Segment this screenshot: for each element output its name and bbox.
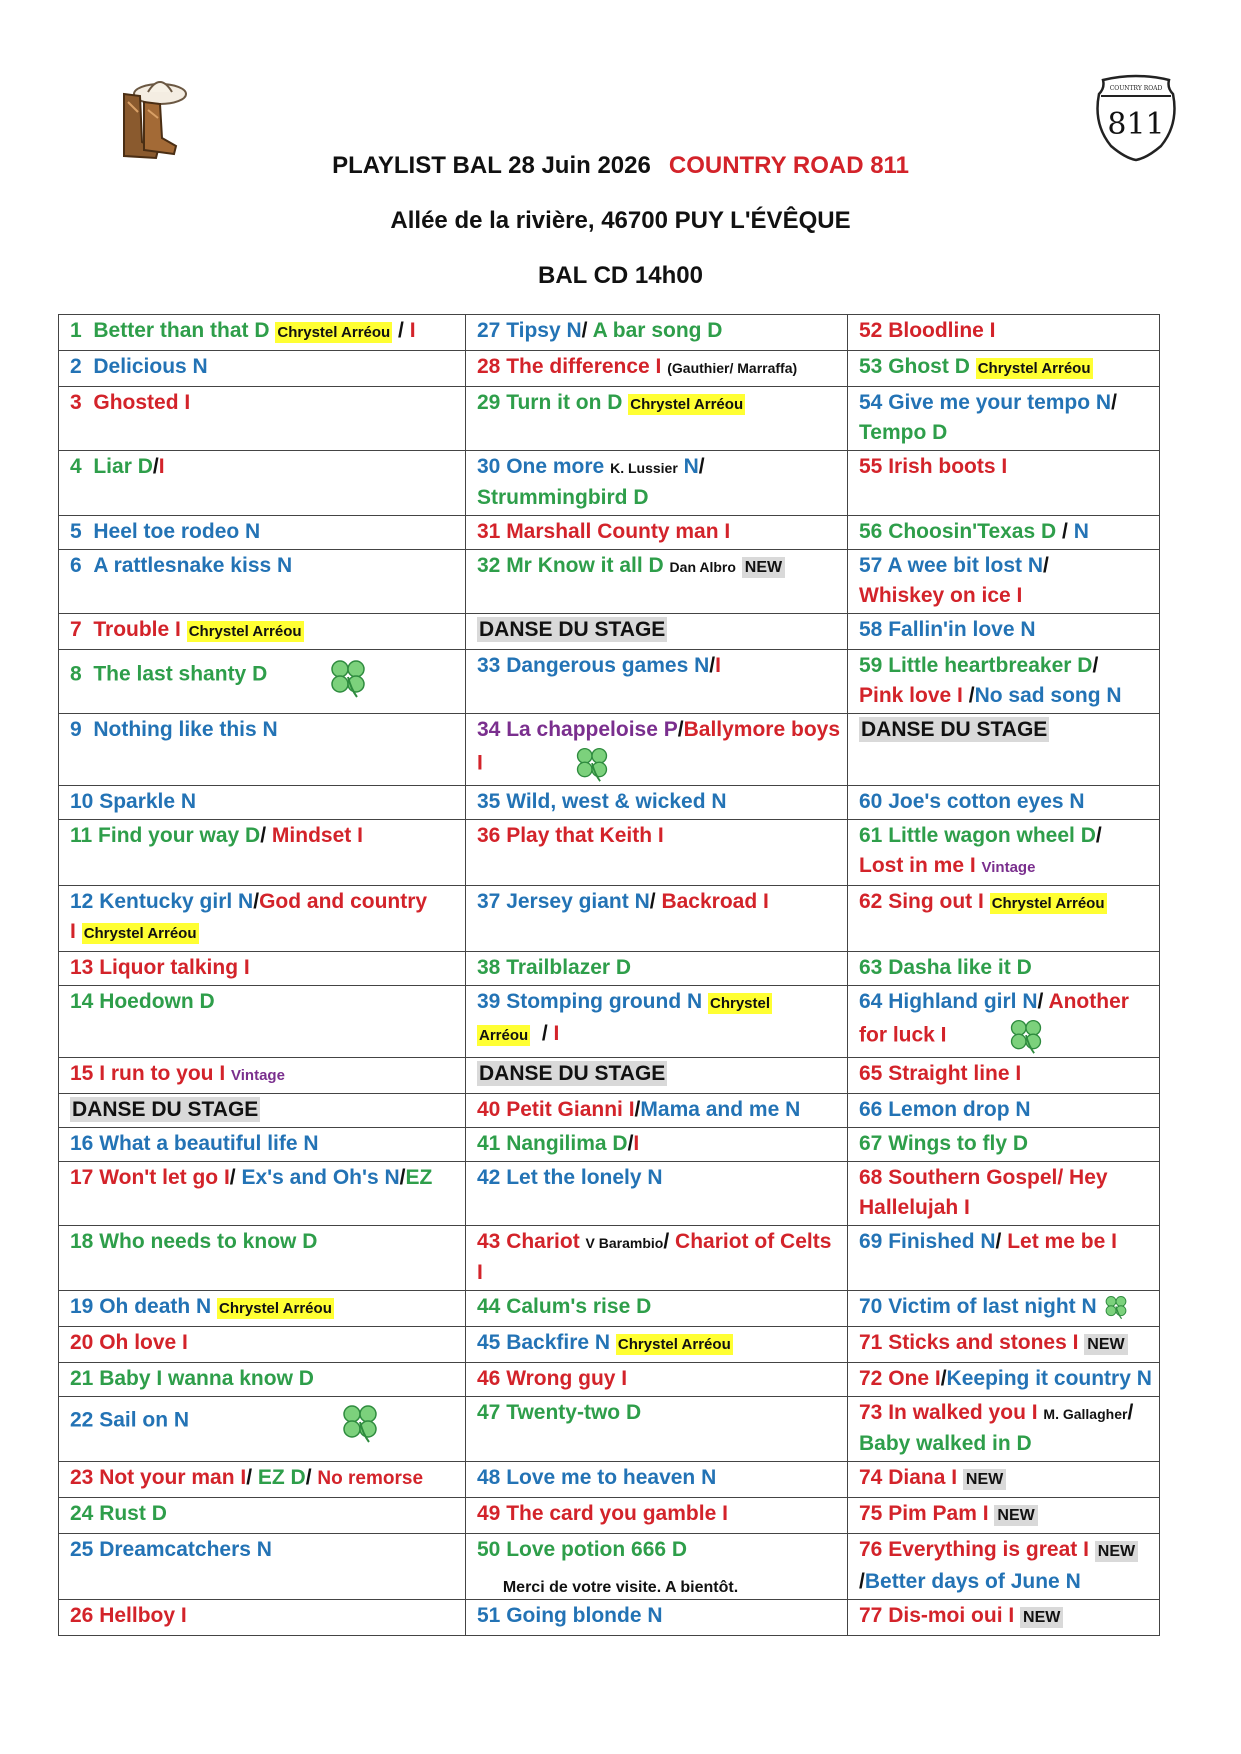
song-cell: 69 Finished N/ Let me be I (848, 1226, 1160, 1291)
song-cell: 2 Delicious N (59, 351, 466, 387)
song-cell: 39 Stomping ground N Chrystel Arréou / I (466, 986, 848, 1058)
song-cell: 62 Sing out I Chrystel Arréou (848, 886, 1160, 952)
song-cell: 12 Kentucky girl N/God and country I Chrystel Arréou (59, 886, 466, 952)
shield-top-text: COUNTRY ROAD (1109, 85, 1163, 92)
song-cell: 1 Better than that D Chrystel Arréou / I (59, 315, 466, 351)
song-cell: 24 Rust D (59, 1498, 466, 1534)
song-cell: 16 What a beautiful life N (59, 1128, 466, 1162)
song-cell: 53 Ghost D Chrystel Arréou (848, 351, 1160, 387)
song-cell: 23 Not your man I/ EZ D/ No remorse (59, 1462, 466, 1498)
song-cell: 6 A rattlesnake kiss N (59, 550, 466, 614)
song-cell: 49 The card you gamble I (466, 1498, 848, 1534)
song-cell: 35 Wild, west & wicked N (466, 786, 848, 820)
choreographer-badge: Chrystel Arréou (991, 895, 1105, 912)
song-cell: 3 Ghosted I (59, 387, 466, 451)
song-cell: 71 Sticks and stones I NEW (848, 1327, 1160, 1363)
new-badge: NEW (1084, 1334, 1127, 1355)
song-cell: 27 Tipsy N/ A bar song D (466, 315, 848, 351)
choreographer-badge: Chrystel Arréou (219, 1300, 332, 1317)
song-cell: 37 Jersey giant N/ Backroad I (466, 886, 848, 952)
song-cell: 19 Oh death N Chrystel Arréou (59, 1291, 466, 1327)
clover-icon (1007, 1017, 1045, 1055)
song-cell: 68 Southern Gospel/ Hey Hallelujah I (848, 1162, 1160, 1226)
choreographer-badge: Chrystel Arréou (188, 623, 302, 640)
song-cell: 34 La chappeloise P/Ballymore boys I (466, 714, 848, 786)
clover-icon (339, 1402, 381, 1444)
song-cell: 7 Trouble I Chrystel Arréou (59, 614, 466, 650)
cowboy-boots-hat-logo (110, 72, 190, 162)
stage-cell: DANSE DU STAGE (466, 1058, 848, 1094)
song-cell: 20 Oh love I (59, 1327, 466, 1363)
playlist-table (58, 314, 1160, 1636)
song-cell: 47 Twenty-two D (466, 1397, 848, 1462)
session-time: BAL CD 14h00 (538, 262, 703, 289)
shield-number: 811 (1107, 107, 1165, 142)
song-cell: 41 Nangilima D/I (466, 1128, 848, 1162)
new-badge: NEW (1020, 1607, 1063, 1628)
song-cell: 4 Liar D/I (59, 451, 466, 516)
choreographer-badge: Chrystel (710, 995, 771, 1012)
song-cell: 75 Pim Pam I NEW (848, 1498, 1160, 1534)
new-badge: NEW (994, 1505, 1037, 1526)
song-cell: 55 Irish boots I (848, 451, 1160, 516)
song-cell: 67 Wings to fly D (848, 1128, 1160, 1162)
song-cell: 13 Liquor talking I (59, 952, 466, 986)
vintage-tag: Vintage (981, 859, 1036, 876)
song-cell: 10 Sparkle N (59, 786, 466, 820)
song-cell: 63 Dasha like it D (848, 952, 1160, 986)
song-cell: 26 Hellboy I (59, 1600, 466, 1636)
new-badge: NEW (963, 1469, 1006, 1490)
song-cell: 46 Wrong guy I (466, 1363, 848, 1397)
song-cell: 31 Marshall County man I (466, 516, 848, 550)
song-cell: 77 Dis-moi oui I NEW (848, 1600, 1160, 1636)
address: Allée de la rivière, 46700 PUY L'ÉVÊQUE (390, 207, 851, 234)
song-cell: 57 A wee bit lost N/ Whiskey on ice I (848, 550, 1160, 614)
song-cell: 8 The last shanty D (59, 650, 466, 714)
choreographer-badge: Arréou (479, 1027, 529, 1044)
song-cell: 18 Who needs to know D (59, 1226, 466, 1291)
choreographer-badge: Chrystel Arréou (977, 360, 1091, 377)
song-cell: 72 One I/Keeping it country N (848, 1363, 1160, 1397)
song-cell: 17 Won't let go I/ Ex's and Oh's N/EZ (59, 1162, 466, 1226)
new-badge: NEW (1095, 1541, 1138, 1562)
song-cell: 14 Hoedown D (59, 986, 466, 1058)
clover-icon (327, 657, 369, 699)
song-cell: 15 I run to you I Vintage (59, 1058, 466, 1094)
stage-cell: DANSE DU STAGE (848, 714, 1160, 786)
song-cell: 51 Going blonde N (466, 1600, 848, 1636)
song-cell: 29 Turn it on D Chrystel Arréou (466, 387, 848, 451)
vintage-tag: Vintage (231, 1067, 285, 1084)
song-cell: 30 One more K. Lussier N/ Strummingbird D (466, 451, 848, 516)
choreographer-badge: Chrystel Arréou (630, 396, 744, 413)
song-cell: 45 Backfire N Chrystel Arréou (466, 1327, 848, 1363)
song-cell: 61 Little wagon wheel D/ Lost in me I Vintage (848, 820, 1160, 886)
song-cell: 38 Trailblazer D (466, 952, 848, 986)
song-cell: 65 Straight line I (848, 1058, 1160, 1094)
song-cell: 66 Lemon drop N (848, 1094, 1160, 1128)
stage-cell: DANSE DU STAGE (466, 614, 848, 650)
footer-message: Merci de votre visite. A bientôt. (502, 1579, 739, 1596)
new-badge: NEW (742, 557, 785, 578)
song-cell: 33 Dangerous games N/I (466, 650, 848, 714)
club-name: COUNTRY ROAD 811 (668, 152, 909, 179)
route-811-shield-logo (1093, 74, 1179, 162)
playlist-title (0, 152, 1241, 180)
song-cell: 59 Little heartbreaker D/ Pink love I /No sad song N (848, 650, 1160, 714)
song-cell: 70 Victim of last night N (848, 1291, 1160, 1327)
song-cell: 5 Heel toe rodeo N (59, 516, 466, 550)
song-cell: 54 Give me your tempo N/ Tempo D (848, 387, 1160, 451)
song-cell: 43 Chariot V Barambio/ Chariot of Celts I (466, 1226, 848, 1291)
song-cell: 58 Fallin'in love N (848, 614, 1160, 650)
song-cell: 48 Love me to heaven N (466, 1462, 848, 1498)
song-cell: 36 Play that Keith I (466, 820, 848, 886)
choreographer-badge: Chrystel Arréou (277, 324, 391, 341)
song-cell: 21 Baby I wanna know D (59, 1363, 466, 1397)
stage-cell: DANSE DU STAGE (59, 1094, 466, 1128)
song-cell: 25 Dreamcatchers N (59, 1534, 466, 1600)
song-cell: 76 Everything is great I NEW /Better days of June N (848, 1534, 1160, 1600)
song-cell: 50 Love potion 666 D (466, 1534, 848, 1600)
choreographer-badge: Chrystel Arréou (83, 925, 197, 942)
song-cell: 22 Sail on N (59, 1397, 466, 1462)
choreographer-badge: Chrystel Arréou (617, 1336, 731, 1353)
song-cell: 42 Let the lonely N (466, 1162, 848, 1226)
song-cell: 60 Joe's cotton eyes N (848, 786, 1160, 820)
clover-icon (1103, 1294, 1129, 1320)
song-cell: 44 Calum's rise D (466, 1291, 848, 1327)
song-cell: 28 The difference I (Gauthier/ Marraffa) (466, 351, 848, 387)
song-cell: 40 Petit Gianni I/Mama and me N (466, 1094, 848, 1128)
song-cell: 56 Choosin'Texas D / N (848, 516, 1160, 550)
song-cell: 11 Find your way D/ Mindset I (59, 820, 466, 886)
clover-icon (573, 745, 611, 783)
title-text: PLAYLIST BAL 28 Juin 2026 (332, 152, 651, 179)
song-cell: 74 Diana I NEW (848, 1462, 1160, 1498)
song-cell: 52 Bloodline I (848, 315, 1160, 351)
song-cell: 64 Highland girl N/ Another for luck I (848, 986, 1160, 1058)
song-cell: 73 In walked you I M. Gallagher/ Baby walked in D (848, 1397, 1160, 1462)
song-cell: 32 Mr Know it all D Dan Albro NEW (466, 550, 848, 614)
song-cell: 9 Nothing like this N (59, 714, 466, 786)
